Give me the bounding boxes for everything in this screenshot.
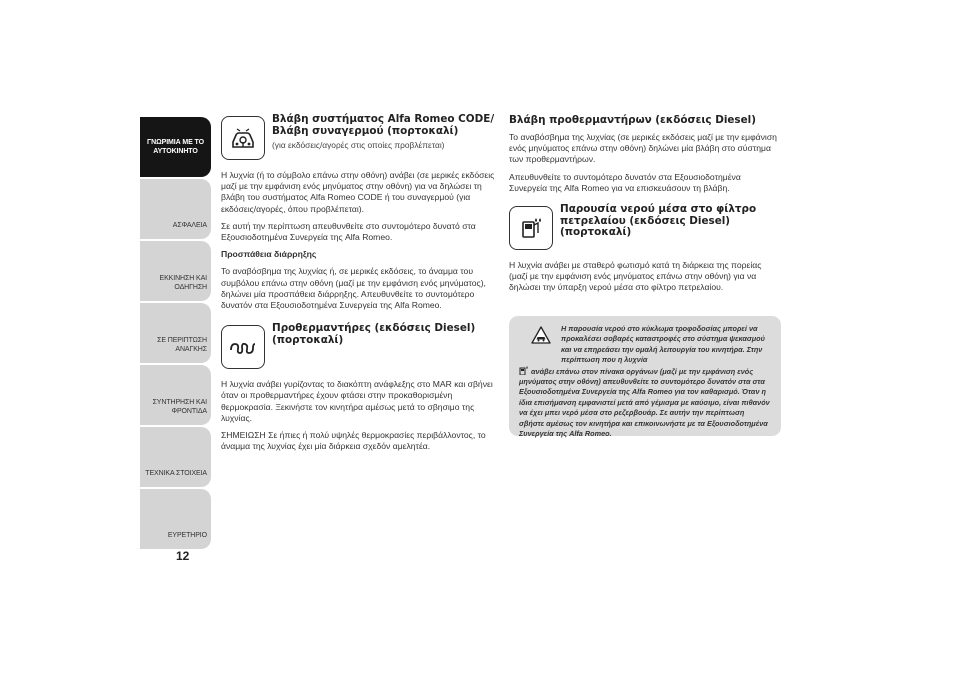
tab-label: ΕΥΡΕΤΗΡΙΟ: [167, 532, 207, 539]
tab-index[interactable]: [140, 489, 211, 549]
water-in-fuel-inline-icon: [519, 366, 529, 375]
tab-emergency[interactable]: [140, 303, 211, 363]
immobilizer-key-car-icon: [221, 116, 265, 160]
section-title: Βλάβη συστήματος Alfa Romeo CODE/Βλάβη συναγερμού (πορτοκαλί): [272, 113, 495, 137]
paragraph: Η λυχνία ανάβει με σταθερό φωτισμό κατά τη διάρκεια της πορείας (μαζί με την εμφάνιση ενός μηνύματος επάνω στην οθόνη) για να δηλώσει την ύπαρξη νερού μέσα στο φίλτρο πετρελαίου.: [509, 260, 762, 293]
paragraph: Σε αυτή την περίπτωση απευθυνθείτε στο συντομότερο δυνατό στα Εξουσιοδοτημένα Συνεργεία της Alfa Romeo.: [221, 220, 476, 243]
warning-triangle-icon: [531, 326, 551, 344]
section-title: Παρουσία νερού μέσα στο φίλτρο πετρελαίου (εκδόσεις Diesel) (πορτοκαλί): [560, 203, 757, 239]
paragraph: Το αναβόσβημα της λυχνίας ή, σε μερικές εκδόσεις, το άναμμα του συμβόλου επάνω στην οθόνη (μαζί με την εμφάνιση ενός μηνύματος), δηλώνει μία προσπάθεια διάρρηξης. Απευθυνθείτε το συντομότερο δυνατόν στα Εξουσιοδοτημένα Συνεργεία της Alfa Romeo.: [221, 266, 486, 311]
paragraph: Η λυχνία ανάβει γυρίζοντας το διακόπτη ανάφλεξης στο MAR και σβήνει όταν οι προθερμαντήρες έχουν φτάσει στην προκαθορισμένη θερμοκρασία. Ξεκινήστε τον κινητήρα αμέσως μετά το σβησιμο της λυχνίας.: [221, 379, 493, 423]
tab-label: ΤΕΧΝΙΚΑ ΣΤΟΙΧΕΙΑ: [145, 470, 207, 477]
right-column: [509, 114, 781, 300]
glow-plug-coil-icon: [221, 325, 265, 369]
tab-starting-driving[interactable]: [140, 241, 211, 301]
section-title: Προθερμαντήρες (εκδόσεις Diesel) (πορτοκαλί): [272, 322, 476, 346]
warning-text-body: [519, 366, 771, 440]
glow-plugs-heading-block: [221, 323, 496, 369]
chapter-tabs: [140, 117, 211, 551]
paragraph: Το αναβόσβημα της λυχνίας (σε μερικές εκδόσεις μαζί με την εμφάνιση ενός μηνύματος επάνω στην οθόνη) δηλώνει μία βλάβη στο σύστημα των προθερμαντήρων.: [509, 132, 777, 165]
tab-label: ΑΣΦΑΛΕΙΑ: [172, 222, 207, 229]
tab-maintenance[interactable]: [140, 365, 211, 425]
tab-technical-data[interactable]: [140, 427, 211, 487]
tab-label: ΕΚΚΙΝΗΣΗ ΚΑΙ ΟΔΗΓΗΣΗ: [159, 275, 207, 291]
left-column: [221, 114, 496, 458]
warning-text-lead: Η παρουσία νερού στο κύκλωμα τροφοδοσίας μπορεί να προκαλέσει σοβαρές καταστροφές στο σύστημα ψεκασμού και να επηρεάσει την ομαλή λειτουργία του κινητήρα. Στην περίπτωση που η λυχνία: [561, 324, 765, 365]
section-title: Βλάβη προθερμαντήρων (εκδόσεις Diesel): [509, 114, 756, 126]
alfa-code-heading-block: [221, 114, 496, 160]
page-number: 12: [176, 549, 190, 563]
tab-label: ΓΝΩΡΙΜΙΑ ΜΕ ΤΟ ΑΥΤΟΚΙΝΗΤΟ: [147, 139, 204, 155]
water-in-fuel-filter-icon: [509, 206, 553, 250]
water-in-fuel-heading-block: [509, 204, 781, 250]
warning-text-rest: ανάβει επάνω στον πίνακα οργάνων (μαζί με την εμφάνιση ενός μηνύματος στην οθόνη) απευθυνθείτε το συντομότερο δυνατόν στα στα Εξουσιοδοτημένα Συνεργεία της Alfa Romeo για τον καθαρισμό. Όταν η ίδια επισήμανση εμφανιστεί μετά από γέμισμα με καύσιμο, είναι πιθανόν να έχει μπει νερό μέσα στο ρεζερβουάρ. Σε αυτήν την περίπτωση σβήστε αμέσως τον κινητήρα και επικοινωνήστε με τα Εξουσιοδοτημένα Συνεργεία της Alfa Romeo.: [519, 366, 770, 439]
subsection-title: Προσπάθεια διάρρηξης: [221, 249, 317, 260]
warning-box: [509, 316, 781, 439]
availability-note: (για εκδόσεις/αγορές στις οποίες προβλέπεται): [272, 140, 445, 150]
tab-label: ΣΕ ΠΕΡΙΠΤΩΣΗ ΑΝΑΓΚΗΣ: [157, 337, 207, 353]
tab-safety[interactable]: [140, 179, 211, 239]
paragraph: Η λυχνία (ή το σύμβολο επάνω στην οθόνη) ανάβει (σε μερικές εκδόσεις μαζί με την εμφάνιση ενός μηνύματος στην οθόνη) για να δηλώσει τη βλάβη του συστήματος Alfa Romeo CODE ή του συναγερμού (για εκδόσεις/αγορές, όπου προβλέπεται).: [221, 170, 495, 214]
paragraph: ΣΗΜΕΙΩΣΗ Σε ήπιες ή πολύ υψηλές θερμοκρασίες περιβάλλοντος, το άναμμα της λυχνίας έχει μία διάρκεια σχεδόν αμελητέα.: [221, 430, 486, 452]
tab-getting-to-know[interactable]: [140, 117, 211, 177]
paragraph: Απευθυνθείτε το συντομότερο δυνατόν στα Εξουσιοδοτημένα Συνεργεία της Alfa Romeo για να επισκευάσουν τη βλάβη.: [509, 171, 741, 193]
tab-label: ΣΥΝΤΗΡΗΣΗ ΚΑΙ ΦΡΟΝΤΙΔΑ: [152, 399, 207, 415]
